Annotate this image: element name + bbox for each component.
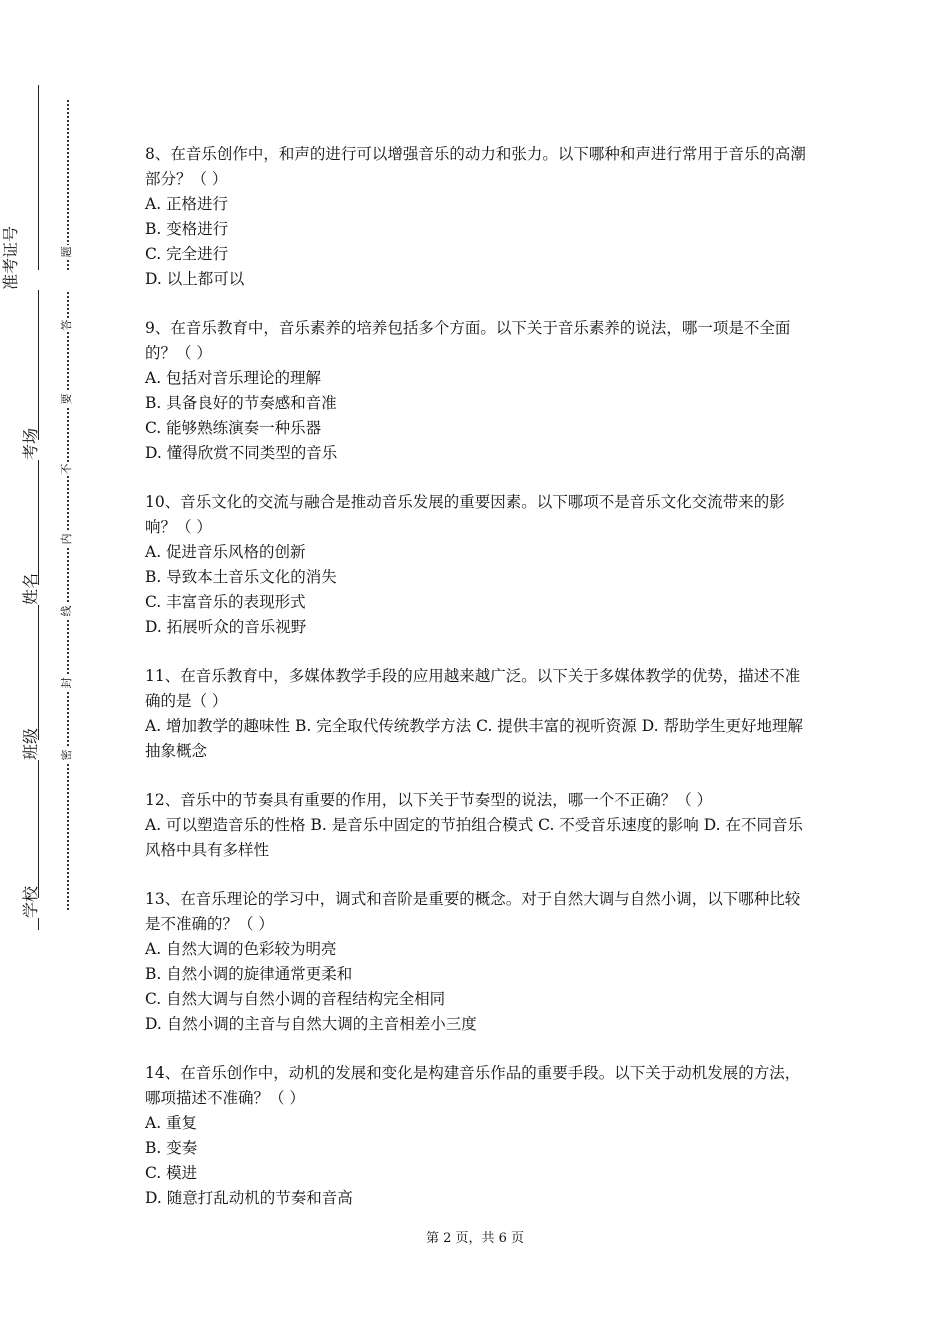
option-c: C. 完全进行 xyxy=(145,245,229,263)
seal-char: 内 xyxy=(60,533,73,545)
question-13 xyxy=(145,887,810,1037)
field-exam-room: 考场 xyxy=(21,440,61,460)
seal-char: 封 xyxy=(60,677,73,689)
field-name: 姓名 xyxy=(21,585,61,605)
question-stem: 11、在音乐教育中，多媒体教学手段的应用越来越广泛。以下关于多媒体教学的优势，描述不准确的是（ ） xyxy=(145,667,801,710)
page-number: 第 2 页，共 6 页 xyxy=(425,1231,525,1246)
question-list xyxy=(145,142,810,1235)
option-a: A. 正格进行 xyxy=(145,195,229,213)
question-stem: 10、音乐文化的交流与融合是推动音乐发展的重要因素。以下哪项不是音乐文化交流带来的影响？（ ） xyxy=(145,493,785,536)
seal-char: 题 xyxy=(60,246,73,258)
option-b: B. 具备良好的节奏感和音准 xyxy=(145,394,337,412)
question-stem: 8、在音乐创作中，和声的进行可以增强音乐的动力和张力。以下哪种和声进行常用于音乐的高潮部分？（ ） xyxy=(145,145,806,188)
option-b: B. 导致本土音乐文化的消失 xyxy=(145,568,337,586)
option-c: C. 丰富音乐的表现形式 xyxy=(145,593,306,611)
question-10 xyxy=(145,490,810,640)
option-b: B. 变奏 xyxy=(145,1139,198,1157)
question-9 xyxy=(145,316,810,466)
inline-options: A. 可以塑造音乐的性格 B. 是音乐中固定的节拍组合模式 C. 不受音乐速度的影响 D. 在不同音乐风格中具有多样性 xyxy=(145,816,803,859)
seal-char: 不 xyxy=(60,463,73,475)
option-c: C. 模进 xyxy=(145,1164,198,1182)
question-14 xyxy=(145,1061,810,1211)
field-exam-id: 准考证号 xyxy=(1,270,81,290)
option-a: A. 重复 xyxy=(145,1114,198,1132)
question-11 xyxy=(145,664,810,764)
seal-char: 密 xyxy=(60,749,73,761)
option-d: D. 懂得欣赏不同类型的音乐 xyxy=(145,444,338,462)
option-b: B. 变格进行 xyxy=(145,220,229,238)
option-a: A. 促进音乐风格的创新 xyxy=(145,543,306,561)
inline-options: A. 增加教学的趣味性 B. 完全取代传统教学方法 C. 提供丰富的视听资源 D. 帮助学生更好地理解抽象概念 xyxy=(145,717,803,760)
option-b: B. 自然小调的旋律通常更柔和 xyxy=(145,965,353,983)
question-stem: 9、在音乐教育中，音乐素养的培养包括多个方面。以下关于音乐素养的说法，哪一项是不全面的？（ ） xyxy=(145,319,791,362)
option-a: A. 自然大调的色彩较为明亮 xyxy=(145,940,337,958)
binding-margin xyxy=(0,0,110,1344)
question-12 xyxy=(145,788,810,863)
option-c: C. 能够熟练演奏一种乐器 xyxy=(145,419,322,437)
field-school: 学校 xyxy=(21,898,61,918)
question-stem: 14、在音乐创作中，动机的发展和变化是构建音乐作品的重要手段。以下关于动机发展的方法，哪项描述不准确？（ ） xyxy=(145,1064,801,1107)
seal-char: 线 xyxy=(60,605,73,617)
option-c: C. 自然大调与自然小调的音程结构完全相同 xyxy=(145,990,446,1008)
option-a: A. 包括对音乐理论的理解 xyxy=(145,369,322,387)
question-stem: 12、音乐中的节奏具有重要的作用，以下关于节奏型的说法，哪一个不正确？（ ） xyxy=(145,791,713,809)
seal-char: 答 xyxy=(60,319,73,331)
binding-solid-line xyxy=(38,85,39,930)
option-d: D. 以上都可以 xyxy=(145,270,245,288)
option-d: D. 随意打乱动机的节奏和音高 xyxy=(145,1189,353,1207)
question-8 xyxy=(145,142,810,292)
binding-dotted-line xyxy=(67,100,69,910)
seal-char: 要 xyxy=(60,393,73,405)
question-stem: 13、在音乐理论的学习中，调式和音阶是重要的概念。对于自然大调与自然小调，以下哪种比较是不准确的？（ ） xyxy=(145,890,801,933)
option-d: D. 拓展听众的音乐视野 xyxy=(145,618,307,636)
field-class: 班级 xyxy=(21,740,61,760)
option-d: D. 自然小调的主音与自然大调的主音相差小三度 xyxy=(145,1015,477,1033)
